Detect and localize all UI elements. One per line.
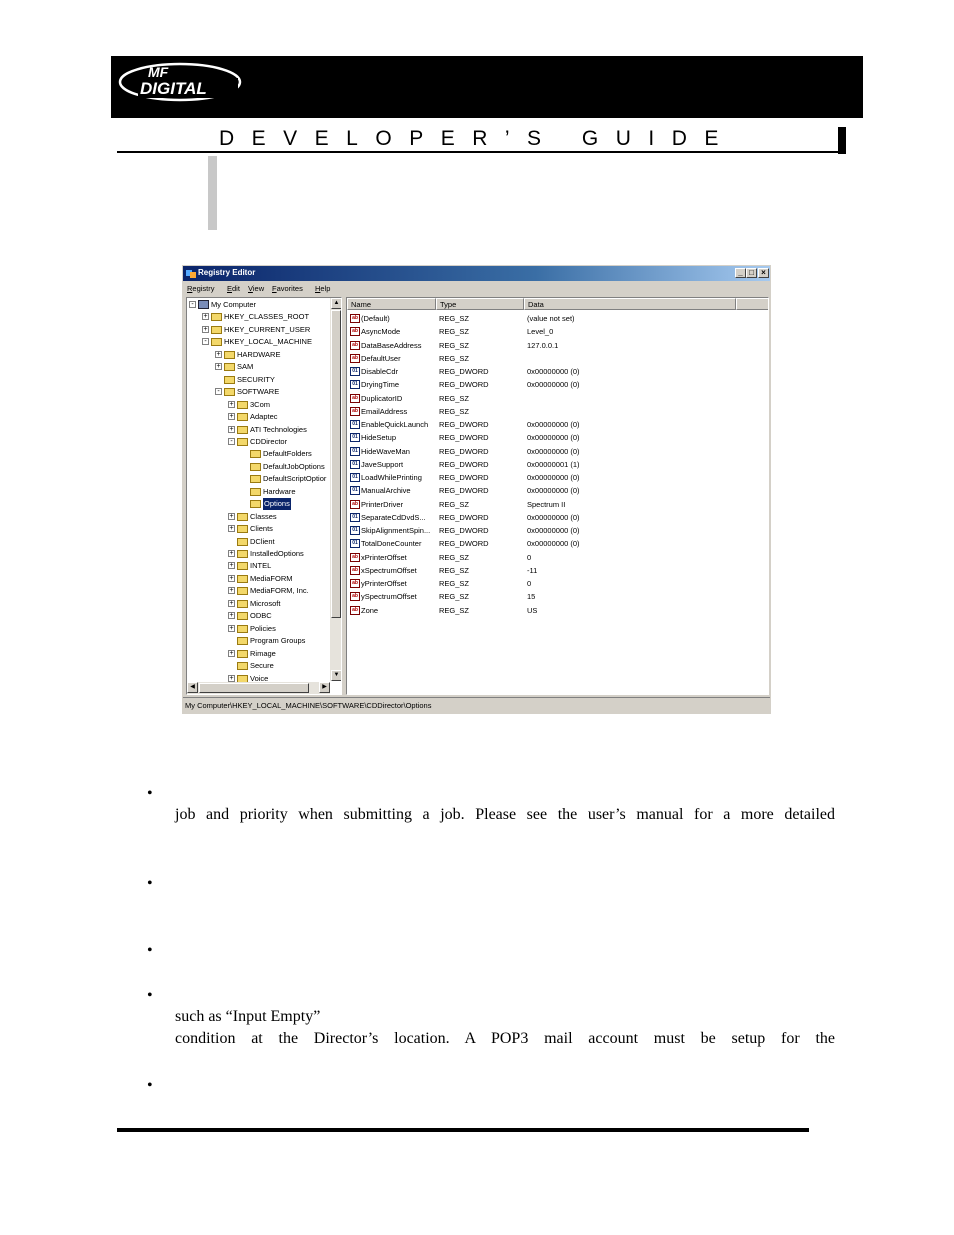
binary-value-icon: 01	[350, 473, 360, 482]
menu-registry[interactable]: Registry	[187, 284, 215, 293]
tree-node-label: My Computer	[211, 300, 257, 309]
value-name: DuplicatorID	[361, 393, 403, 403]
text-input-empty: such as “Input Empty”	[175, 1008, 321, 1025]
title-bar[interactable]	[183, 266, 770, 281]
value-name: LoadWhilePrinting	[361, 473, 422, 482]
tree-node[interactable]	[187, 648, 329, 660]
expand-icon[interactable]: +	[229, 587, 234, 595]
expand-icon[interactable]: +	[229, 612, 234, 620]
value-data: 0x00000000 (0)	[527, 380, 580, 390]
registry-tree-pane[interactable]	[186, 297, 342, 695]
registry-values-pane[interactable]	[346, 297, 769, 695]
tree-node-label: DefaultFolders	[263, 449, 312, 459]
folder-icon	[237, 562, 248, 570]
tree-node-label: SOFTWARE	[237, 387, 280, 397]
tree-node[interactable]	[187, 436, 329, 448]
value-data: 0x00000000 (0)	[527, 433, 580, 443]
registry-value-row[interactable]	[347, 392, 767, 405]
string-value-icon: ab	[350, 407, 360, 416]
registry-value-row[interactable]	[347, 418, 767, 431]
registry-value-row[interactable]	[347, 551, 767, 564]
tree-node-label: InstalledOptions	[250, 549, 304, 558]
binary-value-icon: 01	[350, 433, 360, 442]
bullet-3: •	[147, 942, 153, 959]
value-name: PrinterDriver	[361, 499, 404, 509]
value-data: 0x00000000 (0)	[527, 367, 580, 376]
minimize-button[interactable]: _	[735, 268, 746, 278]
value-data: -11	[527, 565, 538, 575]
folder-icon	[250, 500, 261, 508]
value-type: REG_SZ	[439, 393, 470, 403]
tree-node-label: SECURITY	[237, 374, 275, 384]
expand-icon[interactable]: +	[229, 562, 234, 570]
value-name: ManualArchive	[361, 486, 411, 496]
column-header-spacer	[736, 298, 769, 310]
tree-node[interactable]	[187, 461, 329, 473]
folder-icon	[237, 525, 248, 533]
maximize-button[interactable]: □	[746, 268, 757, 278]
tree-node-label: MediaFORM	[250, 573, 293, 583]
tree-node[interactable]	[187, 349, 329, 361]
registry-value-row[interactable]	[347, 484, 767, 497]
value-name: AsyncMode	[361, 327, 401, 337]
string-value-icon: ab	[350, 592, 360, 601]
value-name: SkipAlignmentSpin...	[361, 526, 431, 535]
value-name: EnableQuickLaunch	[361, 420, 429, 429]
value-data: 0x00000000 (0)	[527, 512, 580, 522]
value-data: 0x00000000 (0)	[527, 446, 580, 456]
expand-icon[interactable]: +	[229, 599, 234, 607]
tree-node-label: Options	[264, 499, 290, 509]
registry-value-row[interactable]	[347, 352, 767, 365]
folder-icon	[237, 550, 248, 558]
registry-value-row[interactable]	[347, 524, 767, 537]
value-data: 127.0.0.1	[527, 340, 559, 350]
tree-node[interactable]	[187, 610, 329, 622]
value-data: 0x00000000 (0)	[527, 473, 580, 482]
regedit-icon	[186, 269, 196, 278]
tree-scroll-thumb[interactable]	[331, 310, 341, 618]
folder-icon	[237, 637, 248, 645]
value-type: REG_SZ	[439, 565, 470, 575]
tree-node-label: Hardware	[263, 486, 296, 496]
value-type: REG_SZ	[439, 592, 470, 602]
collapse-icon[interactable]: -	[228, 438, 235, 445]
value-name: HideWaveMan	[361, 446, 410, 456]
tree-node-label: HKEY_LOCAL_MACHINE	[224, 337, 312, 347]
tree-node-label: MediaFORM, Inc.	[250, 586, 309, 596]
expand-icon[interactable]: +	[229, 400, 234, 408]
expand-icon[interactable]: +	[229, 550, 234, 557]
folder-icon	[237, 612, 248, 620]
tree-node-label: DClient	[250, 536, 275, 546]
column-header-data[interactable]: Data	[524, 298, 736, 310]
string-value-icon: ab	[350, 314, 360, 323]
scroll-left-arrow-icon[interactable]: ◀	[187, 682, 198, 693]
collapse-icon[interactable]: -	[189, 301, 196, 308]
bullet-2: •	[147, 875, 153, 892]
registry-value-row[interactable]	[347, 577, 767, 590]
expand-icon[interactable]: +	[229, 512, 234, 520]
value-type: REG_SZ	[439, 605, 470, 615]
folder-icon	[237, 650, 248, 658]
bullet-4: •	[147, 987, 153, 1004]
folder-icon	[211, 313, 222, 321]
value-data: Level_0	[527, 327, 554, 337]
window-title: Registry Editor	[198, 268, 256, 277]
tree-node-label: Secure	[250, 661, 274, 671]
value-name: TotalDoneCounter	[361, 539, 422, 549]
expand-icon[interactable]: +	[229, 674, 234, 682]
mf-digital-logo	[118, 58, 246, 102]
expand-icon[interactable]: +	[229, 425, 234, 433]
registry-value-row[interactable]	[347, 458, 767, 471]
registry-value-row[interactable]	[347, 312, 767, 325]
value-type: REG_SZ	[439, 406, 470, 416]
tree-node-label: Clients	[250, 524, 273, 534]
tree-node-label: Microsoft	[250, 598, 281, 608]
tree-node[interactable]	[187, 374, 329, 386]
folder-icon	[237, 538, 248, 546]
value-type: REG_DWORD	[439, 380, 489, 390]
text-condition: condition at the Director’s location. A POP3 mail account must be setup for the	[175, 1030, 835, 1047]
value-data: 0x00000000 (0)	[527, 486, 580, 496]
binary-value-icon: 01	[350, 486, 360, 495]
value-type: REG_SZ	[439, 353, 470, 363]
value-type: REG_DWORD	[439, 367, 489, 376]
tree-node[interactable]	[187, 299, 329, 311]
value-type: REG_SZ	[439, 552, 470, 562]
value-name: DryingTime	[361, 380, 400, 390]
tree-node-label: INTEL	[250, 561, 272, 571]
expand-icon[interactable]: +	[229, 624, 234, 632]
folder-icon	[237, 401, 248, 409]
tree-node[interactable]	[187, 473, 329, 485]
folder-icon	[237, 625, 248, 633]
tree-node-label: DefaultJobOptions	[263, 461, 325, 471]
menu-help[interactable]: Help	[315, 284, 331, 293]
menu-view[interactable]: View	[248, 284, 265, 293]
tree-node[interactable]	[187, 361, 329, 373]
tree-node[interactable]	[187, 336, 329, 348]
scroll-right-arrow-icon[interactable]: ▶	[319, 682, 330, 693]
value-data: 0	[527, 552, 532, 562]
folder-icon	[250, 488, 261, 496]
expand-icon[interactable]: +	[229, 413, 234, 421]
value-data: 15	[527, 592, 536, 602]
tree-node[interactable]	[187, 560, 329, 572]
string-value-icon: ab	[350, 553, 360, 562]
tree-node[interactable]	[187, 585, 329, 597]
column-header-type[interactable]: Type	[436, 298, 524, 310]
side-marker	[208, 156, 217, 230]
tree-node[interactable]	[187, 311, 329, 323]
folder-icon	[250, 475, 261, 483]
folder-icon	[237, 587, 248, 595]
tree-node[interactable]	[187, 399, 329, 411]
expand-icon[interactable]: +	[216, 363, 221, 371]
registry-value-row[interactable]	[347, 604, 767, 617]
folder-icon	[224, 363, 235, 371]
collapse-icon[interactable]: -	[202, 338, 209, 345]
folder-icon	[211, 326, 222, 334]
binary-value-icon: 01	[350, 367, 360, 376]
tree-node-label: HARDWARE	[237, 349, 281, 359]
guide-title: DEVELOPER’S GUIDE	[219, 127, 736, 150]
value-type: REG_SZ	[439, 499, 470, 509]
string-value-icon: ab	[350, 327, 360, 336]
value-name: SeparateCdDvdS...	[361, 512, 426, 522]
value-type: REG_SZ	[439, 340, 470, 350]
collapse-icon[interactable]: -	[215, 388, 222, 395]
header-endcap	[838, 127, 846, 154]
tree-node[interactable]	[187, 623, 329, 635]
tree-node[interactable]	[187, 424, 329, 436]
tree-node[interactable]	[187, 448, 329, 460]
tree-node[interactable]	[187, 536, 329, 548]
value-data: 0x00000000 (0)	[527, 539, 580, 549]
value-name: HideSetup	[361, 433, 397, 443]
registry-value-row[interactable]	[347, 471, 767, 484]
value-type: REG_DWORD	[439, 446, 489, 456]
expand-icon[interactable]: +	[229, 574, 234, 582]
tree-node[interactable]	[187, 573, 329, 585]
value-type: REG_DWORD	[439, 433, 489, 443]
registry-value-row[interactable]	[347, 378, 767, 391]
string-value-icon: ab	[350, 394, 360, 403]
expand-icon[interactable]: +	[229, 649, 234, 657]
value-type: REG_DWORD	[439, 420, 489, 429]
value-type: REG_SZ	[439, 314, 470, 323]
folder-icon	[250, 463, 261, 471]
binary-value-icon: 01	[350, 380, 360, 389]
tree-node-label: HKEY_CURRENT_USER	[224, 324, 311, 334]
computer-icon	[198, 300, 209, 309]
value-name: EmailAddress	[361, 406, 408, 416]
expand-icon[interactable]: +	[203, 325, 208, 333]
string-value-icon: ab	[350, 341, 360, 350]
binary-value-icon: 01	[350, 460, 360, 469]
value-name: Zone	[361, 605, 379, 615]
value-type: REG_DWORD	[439, 473, 489, 482]
tree-node[interactable]	[187, 386, 329, 398]
value-data: (value not set)	[527, 314, 575, 323]
registry-value-row[interactable]	[347, 431, 767, 444]
registry-value-row[interactable]	[347, 498, 767, 511]
binary-value-icon: 01	[350, 539, 360, 548]
tree-node[interactable]	[187, 324, 329, 336]
value-type: REG_DWORD	[439, 486, 489, 496]
binary-value-icon: 01	[350, 447, 360, 456]
value-data: 0x00000000 (0)	[527, 420, 580, 429]
value-name: yPrinterOffset	[361, 579, 407, 588]
value-type: REG_DWORD	[439, 459, 489, 469]
column-header-name[interactable]: Name	[347, 298, 436, 310]
folder-icon	[224, 388, 235, 396]
binary-value-icon: 01	[350, 513, 360, 522]
folder-icon	[237, 513, 248, 521]
tree-node[interactable]	[187, 486, 329, 498]
value-type: REG_DWORD	[439, 526, 489, 535]
text-job-priority: job and priority when submitting a job. Please see the user’s manual for a more detailed	[175, 806, 835, 823]
expand-icon[interactable]: +	[216, 350, 221, 358]
value-name: ySpectrumOffset	[361, 592, 417, 602]
menu-edit[interactable]: Edit	[227, 284, 240, 293]
value-data: 0x00000001 (1)	[527, 459, 580, 469]
value-name: DefaultUser	[361, 353, 401, 363]
menu-favorites[interactable]: Favorites	[272, 284, 303, 293]
value-name: (Default)	[361, 314, 390, 323]
registry-value-row[interactable]	[347, 537, 767, 550]
value-type: REG_SZ	[439, 579, 470, 588]
folder-icon	[237, 413, 248, 421]
bullet-1: •	[147, 785, 153, 802]
status-bar	[183, 697, 770, 712]
string-value-icon: ab	[350, 566, 360, 575]
binary-value-icon: 01	[350, 526, 360, 535]
expand-icon[interactable]: +	[203, 313, 208, 321]
close-button[interactable]: ×	[758, 268, 769, 278]
folder-icon	[224, 351, 235, 359]
value-name: xPrinterOffset	[361, 552, 407, 562]
tree-node-label: Rimage	[250, 648, 276, 658]
string-value-icon: ab	[350, 606, 360, 615]
value-data: 0x00000000 (0)	[527, 526, 580, 535]
tree-node[interactable]	[187, 660, 329, 672]
menu-bar	[183, 282, 770, 295]
tree-node-label: 3Com	[250, 399, 271, 409]
string-value-icon: ab	[350, 354, 360, 363]
registry-value-row[interactable]	[347, 511, 767, 524]
value-name: DataBaseAddress	[361, 340, 422, 350]
scroll-up-arrow-icon[interactable]: ▲	[331, 298, 342, 309]
footer-rule	[117, 1128, 809, 1132]
folder-icon	[224, 376, 235, 384]
registry-value-row[interactable]	[347, 590, 767, 603]
folder-icon	[237, 662, 248, 670]
tree-node-label: ATI Technologies	[250, 424, 307, 434]
tree-node-label: HKEY_CLASSES_ROOT	[224, 312, 310, 322]
tree-node-label: CDDirector	[250, 436, 288, 446]
registry-value-row[interactable]	[347, 564, 767, 577]
tree-node-label: SAM	[237, 362, 254, 372]
svg-text:DIGITAL: DIGITAL	[140, 79, 207, 98]
folder-icon	[237, 600, 248, 608]
value-data: 0	[527, 579, 532, 588]
value-type: REG_DWORD	[439, 539, 489, 549]
tree-node[interactable]	[187, 498, 329, 510]
registry-value-row[interactable]	[347, 325, 767, 338]
folder-icon	[237, 438, 248, 446]
registry-editor-window	[182, 265, 771, 714]
value-name: JaveSupport	[361, 459, 404, 469]
tree-node[interactable]	[187, 411, 329, 423]
tree-node-label: Classes	[250, 511, 277, 521]
registry-value-row[interactable]	[347, 365, 767, 378]
registry-value-row[interactable]	[347, 339, 767, 352]
folder-icon	[250, 450, 261, 458]
binary-value-icon: 01	[350, 420, 360, 429]
tree-node-label: Adaptec	[250, 412, 278, 422]
value-name: xSpectrumOffset	[361, 565, 417, 575]
string-value-icon: ab	[350, 579, 360, 588]
expand-icon[interactable]: +	[229, 525, 234, 533]
tree-node[interactable]	[187, 511, 329, 523]
tree-node-label: Program Groups	[250, 636, 306, 646]
tree-node-label: Policies	[250, 623, 276, 633]
folder-icon	[237, 426, 248, 434]
bullet-5: •	[147, 1077, 153, 1094]
tree-node[interactable]	[187, 523, 329, 535]
tree-node-label: DefaultScriptOptior	[263, 474, 327, 484]
tree-node-label: Voice	[250, 673, 269, 683]
value-type: REG_DWORD	[439, 512, 489, 522]
tree-hscroll-thumb[interactable]	[199, 683, 309, 693]
folder-icon	[237, 575, 248, 583]
status-path: My Computer\HKEY_LOCAL_MACHINE\SOFTWARE\CDDirector\Options	[185, 701, 432, 710]
folder-icon	[211, 338, 222, 346]
string-value-icon: ab	[350, 500, 360, 509]
value-type: REG_SZ	[439, 327, 470, 337]
tree-node[interactable]	[187, 635, 329, 647]
value-data: Spectrum II	[527, 499, 566, 509]
svg-text:MF: MF	[148, 64, 169, 80]
registry-value-row[interactable]	[347, 445, 767, 458]
value-data: US	[527, 605, 538, 615]
tree-node[interactable]	[187, 548, 329, 560]
registry-value-row[interactable]	[347, 405, 767, 418]
value-name: DisableCdr	[361, 367, 399, 376]
scroll-down-arrow-icon[interactable]: ▼	[331, 670, 342, 681]
header-rule	[117, 151, 845, 153]
tree-node-label: ODBC	[250, 611, 272, 621]
tree-node[interactable]	[187, 598, 329, 610]
